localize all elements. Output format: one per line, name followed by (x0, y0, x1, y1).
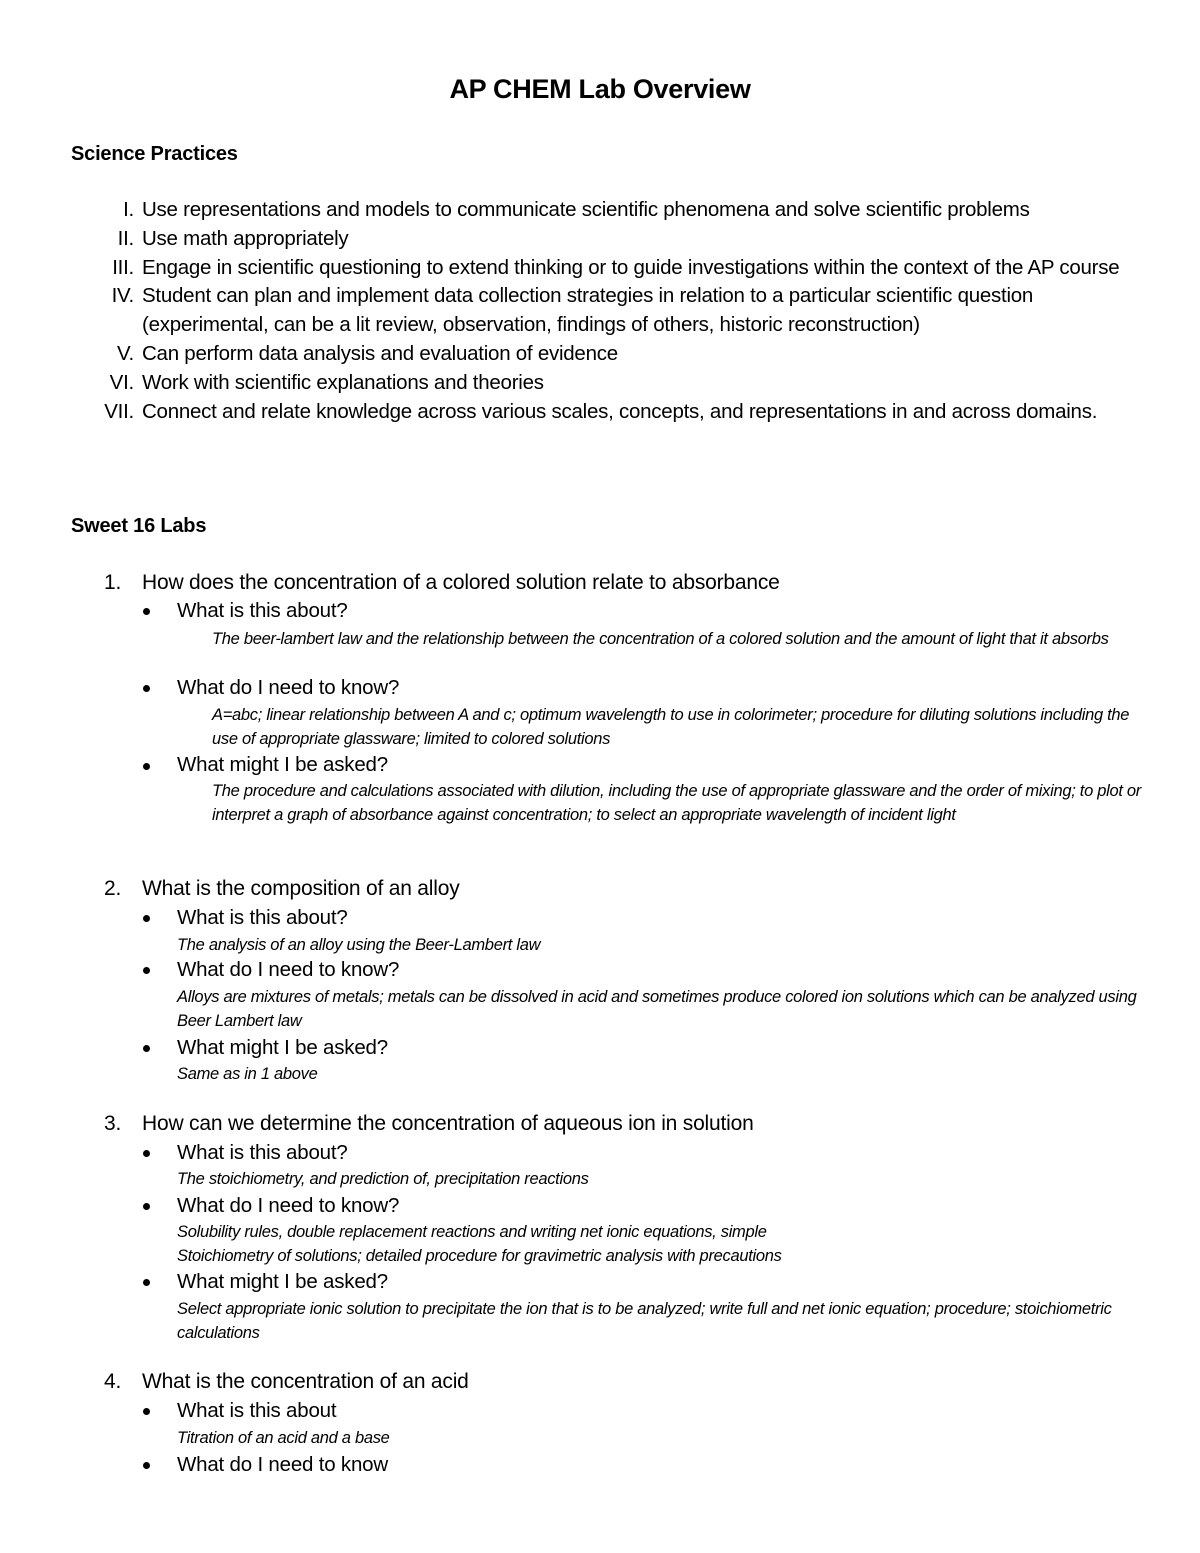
question-label: What is this about? (177, 599, 348, 622)
lab-number: 3. (104, 1112, 122, 1135)
practice-item (0, 196, 1200, 225)
answer-text: The analysis of an alloy using the Beer-Lambert law (177, 936, 541, 954)
bullet-icon (143, 685, 150, 692)
practice-number: II. (117, 226, 134, 250)
practice-text: Can perform data analysis and evaluation of evidence (142, 341, 618, 365)
practice-item (0, 225, 1200, 254)
answer-text: The procedure and calculations associated with dilution, including the use of appropriate glassware and the order of mixing; to plot or interpret a graph of absorbance against concentration; to select an appropriate wavelength of incident light (212, 782, 1141, 824)
practice-number: IV. (111, 284, 134, 308)
answer-text: Titration of an acid and a base (177, 1429, 390, 1447)
question-label: What is this about (177, 1399, 337, 1422)
question-label: What do I need to know? (177, 676, 400, 699)
science-practices-heading: Science Practices (71, 143, 238, 165)
question-label: What do I need to know (177, 1453, 388, 1476)
answer-text: The beer-lambert law and the relationship between the concentration of a colored solution and the amount of light that it absorbs (212, 630, 1109, 648)
answer-text: A=abc; linear relationship between A and c; optimum wavelength to use in colorimeter; procedure for diluting solutions including the use of appropriate glassware; limited to colored solutions (212, 706, 1130, 748)
practice-text: Connect and relate knowledge across various scales, concepts, and representations in and across domains. (142, 399, 1098, 423)
lab-number: 1. (104, 571, 122, 594)
practice-item (0, 254, 1200, 283)
bullet-icon (143, 1279, 150, 1286)
practice-item (0, 340, 1200, 369)
practice-text: Use representations and models to communicate scientific phenomena and solve scientific problems (142, 198, 1030, 221)
lab-title-text: What is the concentration of an acid (142, 1370, 469, 1393)
bullet-icon (143, 1462, 150, 1469)
bullet-icon (143, 608, 150, 615)
practice-text: Use math appropriately (142, 226, 349, 250)
lab-title-text: How does the concentration of a colored solution relate to absorbance (142, 571, 780, 594)
bullet-icon (143, 1203, 150, 1210)
bullet-icon (143, 1045, 150, 1052)
practice-number: VI. (109, 370, 134, 394)
lab-title-text: What is the composition of an alloy (142, 877, 460, 900)
answer-text: Solubility rules, double replacement reactions and writing net ionic equations, simple (177, 1223, 767, 1241)
practice-number: VII. (104, 399, 134, 423)
lab-title-text: How can we determine the concentration of aqueous ion in solution (142, 1112, 754, 1135)
practice-text: Student can plan and implement data collection strategies in relation to a particular scientific question (experimental, can be a lit review, observation, findings of others, historic reconstruction) (142, 284, 1034, 337)
science-practices-list (0, 196, 1200, 426)
answer-text: Alloys are mixtures of metals; metals can be dissolved in acid and sometimes produce colored ion solutions which can be analyzed using Beer Lambert law (177, 988, 1137, 1030)
practice-text: Work with scientific explanations and theories (142, 370, 544, 394)
practice-number: III. (112, 255, 134, 279)
practice-item (0, 282, 1200, 340)
question-label: What is this about? (177, 1141, 348, 1164)
bullet-icon (143, 1408, 150, 1415)
question-label: What is this about? (177, 906, 348, 929)
question-label: What do I need to know? (177, 958, 400, 981)
practice-number: V. (117, 341, 134, 365)
bullet-icon (143, 915, 150, 922)
practice-item (0, 398, 1200, 427)
bullet-icon (143, 967, 150, 974)
answer-text: Same as in 1 above (177, 1065, 318, 1083)
bullet-icon (143, 1150, 150, 1157)
practice-text: Engage in scientific questioning to extend thinking or to guide investigations within the context of the AP course (142, 255, 1120, 279)
bullet-icon (143, 763, 150, 770)
answer-text: The stoichiometry, and prediction of, precipitation reactions (177, 1170, 589, 1188)
practice-item (0, 369, 1200, 398)
question-label: What do I need to know? (177, 1194, 400, 1217)
question-label: What might I be asked? (177, 1270, 388, 1293)
lab-number: 4. (104, 1370, 122, 1393)
sweet-16-labs-heading: Sweet 16 Labs (71, 515, 207, 537)
page-title: AP CHEM Lab Overview (449, 74, 751, 104)
question-label: What might I be asked? (177, 1036, 388, 1059)
lab-number: 2. (104, 877, 122, 900)
practice-number: I. (123, 198, 134, 221)
answer-text: Select appropriate ionic solution to precipitate the ion that is to be analyzed; write full and net ionic equation; procedure; stoichiometric calculations (177, 1300, 1112, 1342)
question-label: What might I be asked? (177, 753, 388, 776)
answer-text: Stoichiometry of solutions; detailed procedure for gravimetric analysis with precautions (177, 1247, 782, 1265)
